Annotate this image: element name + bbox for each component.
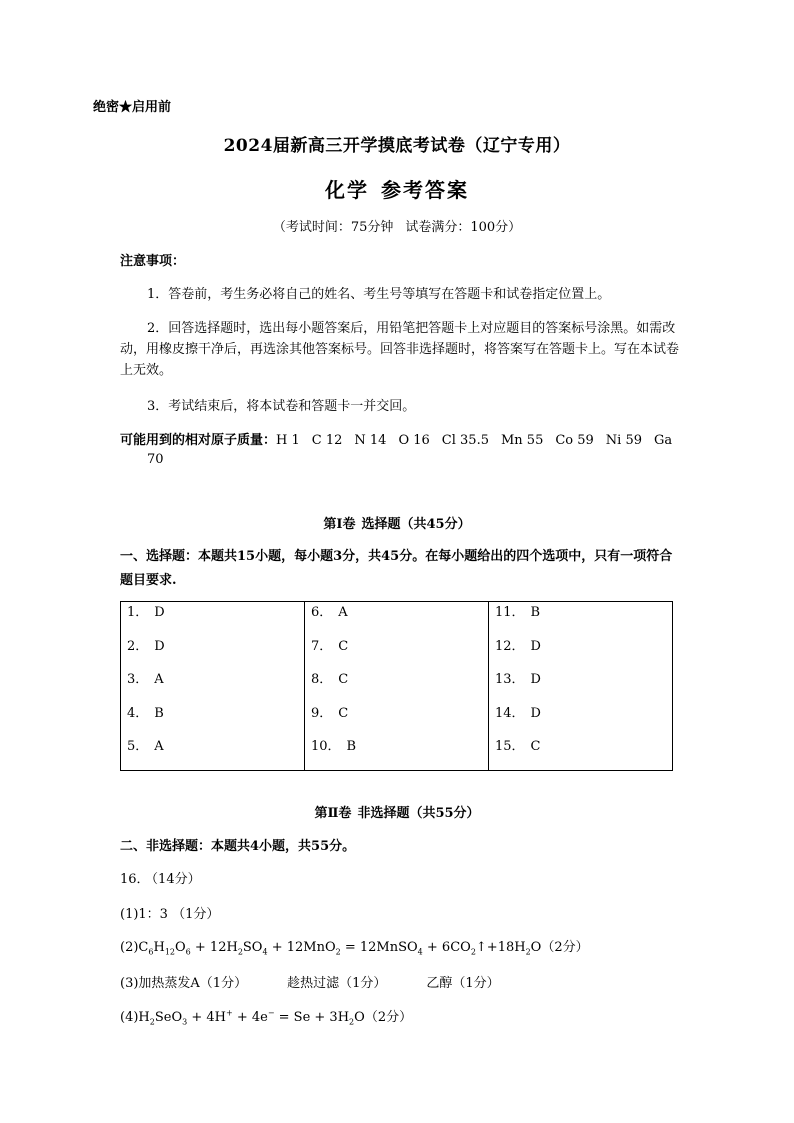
answer-item: 15． C — [495, 739, 541, 754]
question-16-header — [120, 868, 203, 887]
atomic-mass-item: H 1 — [276, 433, 300, 448]
question-score: （14分） — [151, 872, 201, 887]
answer-column-1 — [121, 602, 305, 771]
answer-column-3 — [489, 602, 673, 771]
answer-item: 10． B — [311, 739, 357, 754]
answer-item: 8． C — [311, 672, 349, 687]
atomic-masses — [120, 429, 672, 448]
exam-title: 2024届新高三开学摸底考试卷（辽宁专用） — [223, 136, 571, 156]
atomic-mass-item: Mn 55 — [500, 433, 544, 448]
section2-volume: 第Ⅱ卷 — [314, 806, 352, 821]
atomic-masses-label: 可能用到的相对原子质量： — [120, 433, 277, 448]
section2-heading — [0, 802, 794, 821]
answer-item: 14． D — [495, 705, 541, 721]
answer-column-2 — [305, 602, 489, 771]
answer-item: 13． D — [495, 672, 541, 687]
answer-item: 2． D — [127, 638, 165, 654]
section1-instruction: 一、选择题：本题共15小题，每小题3分，共45分。在每小题给出的四个选项中，只有一项符合题目要求. — [120, 549, 673, 588]
exam-time: （考试时间：75分钟 — [272, 220, 394, 235]
answer-item: 12． D — [495, 638, 541, 654]
answer-item: 11． B — [495, 605, 541, 620]
notice-heading: 注意事项： — [120, 254, 186, 269]
atomic-mass-item: N 14 — [354, 433, 387, 448]
answer-item: 6． A — [311, 605, 348, 620]
answer-16-1: (1)1：3 （1分） — [120, 907, 220, 922]
subtitle-suffix: 参考答案 — [381, 178, 469, 202]
section2-title: 非选择题（共55分） — [357, 806, 480, 821]
answer-item: 1． D — [127, 605, 165, 620]
answer-item: 5． A — [127, 739, 164, 754]
section1-volume: 第Ⅰ卷 — [323, 517, 356, 532]
answer-16-4: $(4)H_2SeO_3 + 4H^+ + 4e^- = Se + 3H_2O(2$分） — [120, 1008, 413, 1027]
chemical-equation: $H_2SeO_3 + 4H^+ + 4e^- = Se + 3H_2O$ — [138, 1008, 365, 1027]
confidential-label: 绝密★启用前 — [93, 100, 172, 115]
answer-16-2: $(2)C_6H_{12}O_6 + 12H_2SO_4 + 12MnO_2$ = 12MnSO$_4$ + $6CO_2↑+18H_2O(2$分） — [120, 940, 589, 957]
answer-item: 3． A — [127, 672, 164, 687]
full-score: 试卷满分：100分） — [405, 220, 522, 235]
answer-16-3: (3)加热蒸发A（1分） 趁热过滤（1分） 乙醇（1分） — [120, 976, 500, 991]
notice-item-3: 3．考试结束后，将本试卷和答题卡一并交回。 — [147, 399, 416, 414]
atomic-mass-wrap: 70 — [147, 452, 164, 467]
answer-item: 7． C — [311, 638, 349, 654]
notice-item-1: 1．答卷前，考生务必将自己的姓名、考生号等填写在答题卡和试卷指定位置上。 — [147, 287, 611, 302]
subject-name: 化学 — [325, 178, 369, 202]
answer-item: 9． C — [311, 705, 349, 721]
atomic-mass-item: Co 59 — [555, 433, 594, 448]
section1-title: 选择题（共45分） — [361, 517, 471, 532]
section1-heading — [0, 513, 794, 532]
exam-info — [0, 216, 794, 235]
chemical-equation: $C_6H_{12}O_6 + 12H_2SO_4 + 12MnO_2$ = 12MnSO$_4$ + $6CO_2↑+18H_2O$ — [138, 940, 542, 957]
question-number: 16． — [120, 872, 150, 887]
atomic-mass-item: Ni 59 — [605, 433, 643, 448]
atomic-mass-item: Ga — [654, 433, 673, 448]
section2-instruction: 二、非选择题：本题共4小题，共55分。 — [120, 839, 356, 854]
exam-subtitle — [0, 174, 794, 203]
answer-item: 4． B — [127, 705, 164, 721]
answer-table — [120, 601, 673, 771]
atomic-mass-item: C 12 — [311, 433, 343, 448]
atomic-mass-item: O 16 — [398, 433, 430, 448]
atomic-mass-item: Cl 35.5 — [441, 433, 489, 448]
notice-item-2: 2．回答选择题时，选出每小题答案后，用铅笔把答题卡上对应题目的答案标号涂黑。如需改动，用橡皮擦干净后，再选涂其他答案标号。回答非选择题时，将答案写在答题卡上。写在本试卷上无效。 — [120, 321, 680, 378]
